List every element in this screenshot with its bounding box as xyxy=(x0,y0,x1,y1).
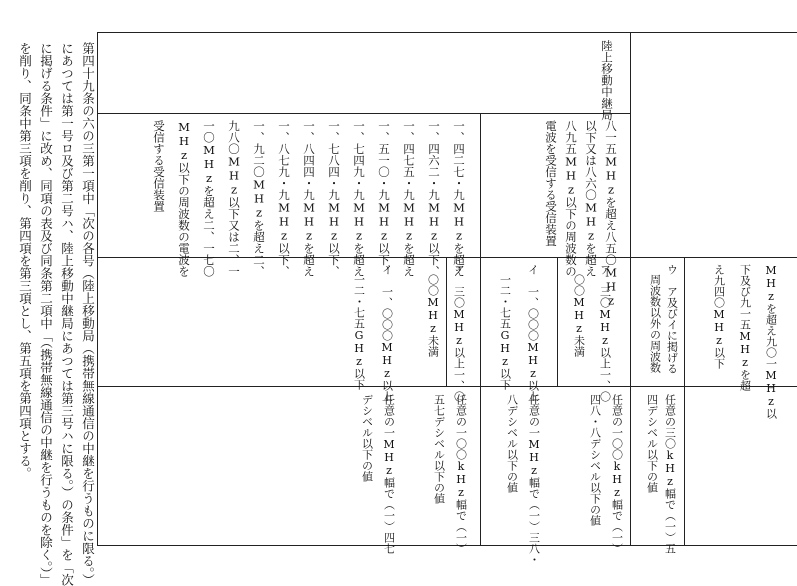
value-line: 任意の一〇〇kHz幅で（一） xyxy=(454,394,468,554)
amendment-line-2: にあつては第一号ロ及び第二号ハ、陸上移動中継局にあつては第三号ハに限る。）の条件」を「次 xyxy=(59,42,75,586)
value-line: 任意の一MHz幅で（一）三八・ xyxy=(527,394,541,565)
amendment-line-1: 第四十九条の六の三第一項中「次の各号（陸上移動局（携帯無線通信の中継を行うものに限る。） xyxy=(80,42,96,586)
apparatus-line: 一、四六二・九MHz以下、 xyxy=(427,120,441,277)
freq-line: え九四〇MHz以下 xyxy=(712,264,726,369)
table-row-divider-2 xyxy=(97,386,797,387)
apparatus-line: 電波を受信する受信装置 xyxy=(544,120,558,247)
value-line: 八デシベル以下の値 xyxy=(505,394,519,493)
apparatus-line: 一、四七五・九MHzを超え xyxy=(402,120,416,277)
value-line: 任意の一〇〇kHz幅で（一） xyxy=(610,394,624,554)
amendment-line-4: を削り、同条中第三項を削り、第四項を第三項とし、第五項を第四項とする。 xyxy=(17,42,33,480)
value-line: 四デシベル以下の値 xyxy=(645,394,659,493)
apparatus-line: 一、八四四・九MHzを超え xyxy=(302,120,316,277)
apparatus-line: 一、九二〇MHzを超え二、 xyxy=(252,120,266,277)
freq-line: イ 一、〇〇〇MHz以上 xyxy=(526,264,540,402)
apparatus-line: 一、五一〇・九MHz以下、 xyxy=(377,120,391,277)
apparatus-line: 一、七四九・九MHzを超え xyxy=(352,120,366,277)
table-top-border xyxy=(97,32,797,33)
value-line: 四八・八デシベル以下の値 xyxy=(588,394,602,526)
freq-line: ウ ア及びイに掲げる xyxy=(665,264,679,374)
apparatus-line: 受信する受信装置 xyxy=(152,120,166,212)
freq-line: ア 三〇MHz以上一、〇 xyxy=(452,264,466,402)
apparatus-line: 九八〇MHz以下又は二、一 xyxy=(227,120,241,277)
amendment-line-3: に掲げる条件」に改め、同項の表及び同条第二項中「（携帯無線通信の中継を行うものを除く。）」 xyxy=(38,42,54,586)
freq-line: 一二・七五GHz以下 xyxy=(498,274,512,390)
freq-line: 下及び九一五MHzを超 xyxy=(738,264,752,391)
value-line: 五七デシベル以下の値 xyxy=(432,394,446,504)
apparatus-group-divider xyxy=(480,113,481,257)
freq-divider-a xyxy=(446,257,447,386)
apparatus-line: 一〇MHzを超え二、一七〇 xyxy=(202,120,216,277)
table-bottom-border xyxy=(97,545,797,546)
value-line: デシベル以下の値 xyxy=(360,394,374,482)
freq-divider-b xyxy=(480,257,481,545)
station-column-border xyxy=(630,32,631,257)
freq-line: 一二・七五GHz以下 xyxy=(352,274,366,390)
freq-divider-c xyxy=(557,257,558,386)
value-line: 任意の三〇kHz幅で（一）五 xyxy=(663,394,677,554)
apparatus-line: 八九五MHz以下の周波数の xyxy=(564,120,578,277)
table-header-divider xyxy=(97,113,630,114)
freq-divider-d xyxy=(630,257,631,545)
apparatus-line: MHz以下の周波数の電波を xyxy=(177,120,191,277)
freq-divider-e xyxy=(684,257,685,545)
freq-line: 周波数以外の周波数 xyxy=(648,274,662,373)
apparatus-line: 以下又は八六〇MHzを超え xyxy=(584,120,598,277)
freq-line: 〇〇MHz未満 xyxy=(426,274,440,357)
freq-line: ア 三〇MHz以上一、〇 xyxy=(598,264,612,402)
apparatus-line: 一、八七九・九MHz以下、 xyxy=(277,120,291,277)
apparatus-line: 八一五MHzを超え八五〇MHz xyxy=(604,120,618,308)
freq-line: イ 一、〇〇〇MHz以上 xyxy=(380,264,394,402)
apparatus-line: 一、四二七・九MHzを超え xyxy=(452,120,466,277)
station-name: 陸上移動中継局 xyxy=(600,40,614,121)
apparatus-line: 一、七八四・九MHz以下、 xyxy=(327,120,341,277)
freq-line: 〇〇MHz未満 xyxy=(572,274,586,357)
freq-line: MHzを超え九〇一MHz以 xyxy=(764,264,778,419)
table-left-border xyxy=(97,32,98,546)
value-line: 任意の一MHz幅で（一）四七 xyxy=(382,394,396,554)
